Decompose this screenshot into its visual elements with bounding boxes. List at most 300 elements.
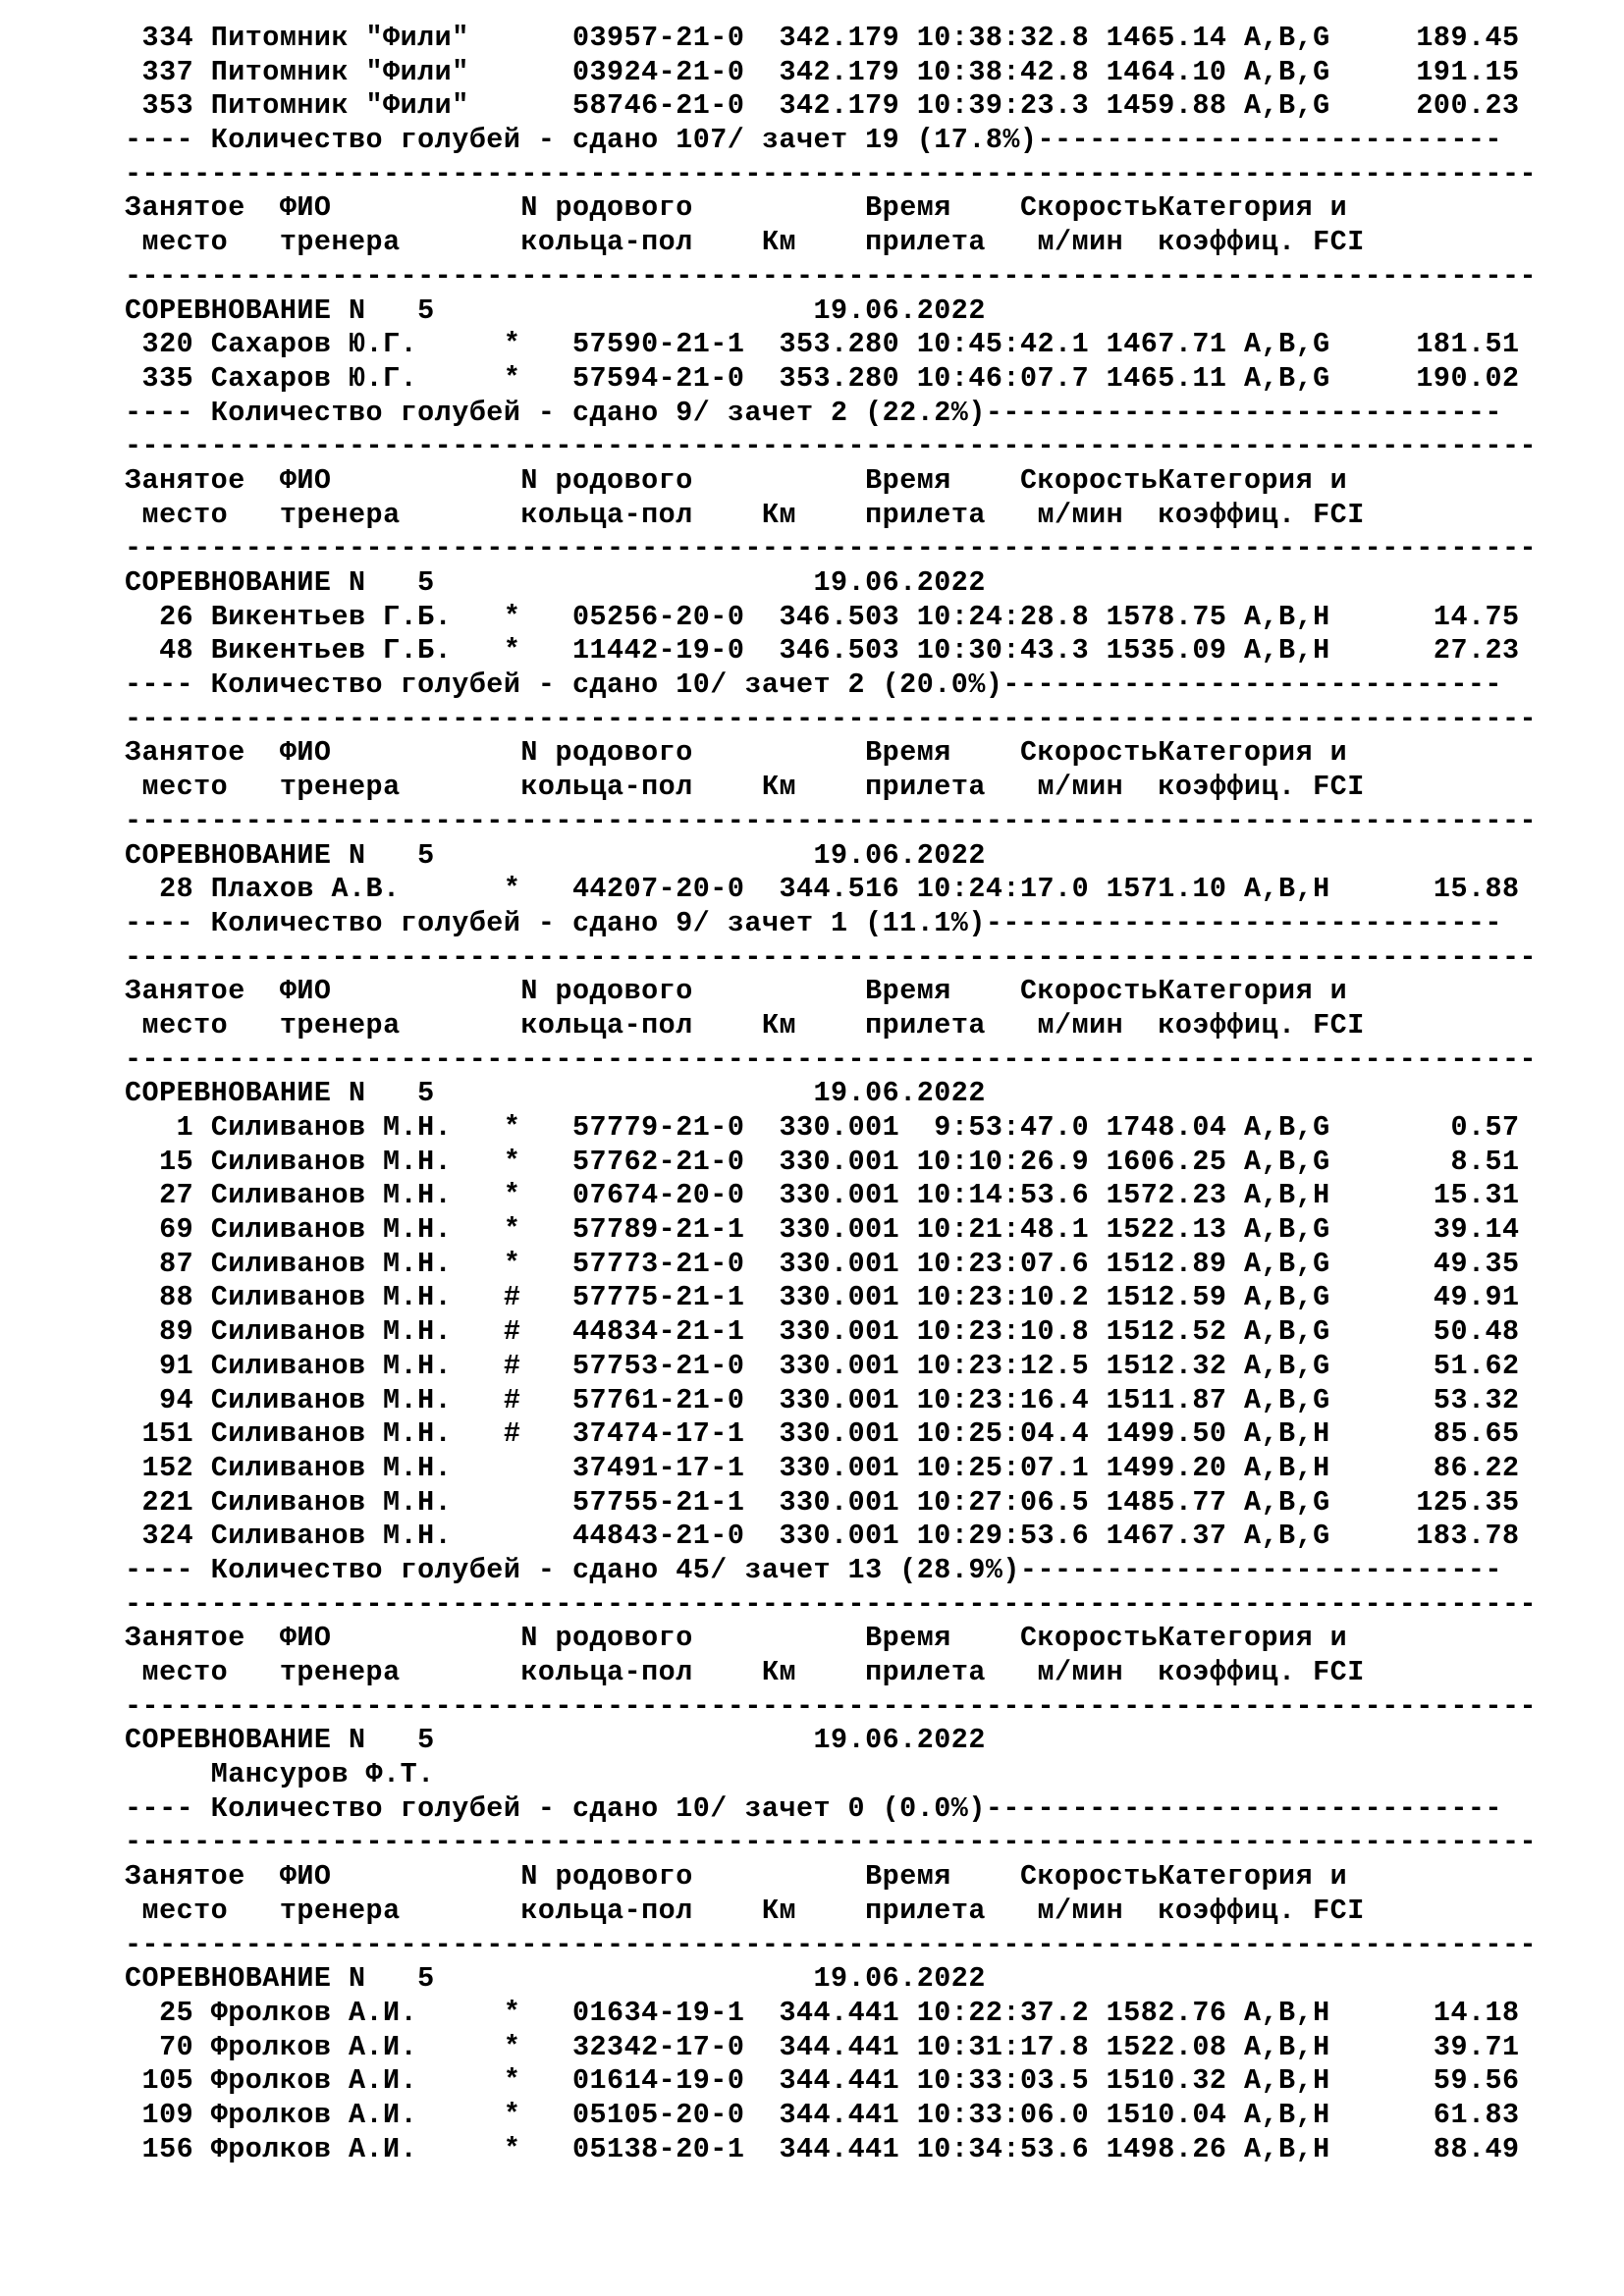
header-name-2: тренера — [279, 1008, 521, 1041]
header-ring: N родового — [520, 463, 866, 497]
coefficient: 8.51 — [1347, 1145, 1520, 1178]
ring-number: 57755-21-1 — [571, 1485, 780, 1519]
speed: 1571.10 — [1106, 873, 1244, 906]
header-place: Занятое — [125, 975, 280, 1008]
trainer-name: Викентьев Г.Б. — [210, 634, 504, 667]
header-speed: Скорость — [1019, 1860, 1159, 1894]
separator-line — [125, 703, 1597, 737]
trainer-name: Силиванов М.Н. — [210, 1451, 504, 1484]
place: 91 — [125, 1349, 211, 1382]
header-row-2 — [125, 226, 1597, 260]
speed: 1522.13 — [1106, 1213, 1244, 1247]
distance-km: 330.001 — [779, 1111, 917, 1144]
header-ring-2: кольца-пол — [520, 1656, 762, 1688]
summary: ---- Количество голубей - сдано 10/ зачет 2 (20.0%)----------------------------- — [125, 668, 1502, 702]
distance-km: 346.503 — [779, 634, 917, 667]
header-row-1 — [125, 464, 1597, 499]
place: 94 — [125, 1383, 211, 1416]
arrival-time: 10:38:42.8 — [916, 55, 1107, 88]
separator-line — [125, 158, 1597, 192]
ring-number: 57779-21-0 — [571, 1111, 780, 1144]
header-time-2: прилета — [865, 1894, 1038, 1927]
header-category: Категория и — [1158, 191, 1348, 225]
speed: 1511.87 — [1106, 1383, 1244, 1416]
mark: # — [503, 1315, 572, 1349]
arrival-time: 10:23:12.5 — [916, 1349, 1107, 1382]
header-time-2: прилета — [865, 771, 1038, 804]
speed: 1512.32 — [1106, 1349, 1244, 1382]
trainer-name: Фролков А.И. — [210, 2064, 504, 2098]
place: 1 — [125, 1111, 211, 1144]
result-row — [125, 1417, 1597, 1452]
speed: 1512.89 — [1106, 1247, 1244, 1280]
header-place-2: место — [125, 1008, 280, 1041]
place: 320 — [125, 328, 211, 361]
separator: ---------------------------------------------------------------------------------- — [125, 532, 1538, 565]
trainer-name: Питомник "Фили" — [210, 22, 504, 54]
arrival-time: 10:21:48.1 — [916, 1213, 1107, 1247]
competition-number: 5 — [417, 294, 814, 327]
header-category: Категория и — [1158, 736, 1348, 770]
result-row — [125, 1213, 1597, 1248]
place: 15 — [125, 1145, 211, 1178]
coefficient: 86.22 — [1347, 1451, 1520, 1484]
ring-number: 07674-20-0 — [571, 1179, 780, 1212]
mark — [504, 1486, 572, 1519]
arrival-time: 10:23:07.6 — [916, 1247, 1107, 1280]
speed: 1499.20 — [1106, 1451, 1244, 1484]
header-row-1 — [125, 1860, 1597, 1895]
distance-km: 330.001 — [779, 1145, 917, 1178]
result-row — [125, 1520, 1597, 1554]
competition-label: СОРЕВНОВАНИЕ N — [125, 1724, 418, 1757]
mark: * — [503, 634, 572, 667]
competition-number: 5 — [417, 1724, 814, 1757]
category: A,B,H — [1243, 2064, 1348, 2098]
trainer-name: Силиванов М.Н. — [210, 1315, 504, 1349]
result-row — [125, 1384, 1597, 1418]
summary-line — [125, 668, 1597, 703]
ring-number: 37491-17-1 — [571, 1451, 780, 1484]
separator-line — [125, 1826, 1597, 1860]
coefficient: 0.57 — [1347, 1111, 1520, 1144]
category: A,B,H — [1243, 1996, 1348, 2029]
result-row — [125, 1350, 1597, 1384]
competition-number: 5 — [417, 1962, 814, 1996]
header-speed: Скорость — [1019, 736, 1159, 770]
distance-km: 330.001 — [779, 1315, 917, 1349]
result-row — [125, 2099, 1597, 2133]
header-name-2: тренера — [279, 1894, 521, 1927]
header-row-1 — [125, 736, 1597, 771]
header-name-2: тренера — [279, 1656, 521, 1688]
ring-number: 32342-17-0 — [571, 2030, 780, 2063]
distance-km: 330.001 — [779, 1520, 917, 1553]
header-place: Занятое — [125, 1860, 280, 1894]
category: A,B,H — [1243, 2030, 1348, 2063]
competition-label: СОРЕВНОВАНИЕ N — [125, 566, 418, 599]
competition-date: 19.06.2022 — [813, 838, 986, 872]
place: 26 — [125, 600, 211, 633]
mark: * — [503, 1145, 572, 1178]
header-category: Категория и — [1158, 1860, 1348, 1894]
place: 70 — [125, 2030, 211, 2063]
coefficient: 49.35 — [1347, 1247, 1520, 1280]
arrival-time: 10:33:06.0 — [916, 2098, 1107, 2131]
coefficient: 200.23 — [1347, 89, 1520, 123]
result-row — [125, 1315, 1597, 1350]
trainer-name: Силиванов М.Н. — [210, 1213, 504, 1247]
separator-line — [125, 1690, 1597, 1725]
coefficient: 39.71 — [1347, 2030, 1520, 2063]
place: 334 — [125, 22, 211, 54]
separator: ---------------------------------------------------------------------------------- — [125, 157, 1538, 190]
summary-line — [125, 1554, 1597, 1588]
speed: 1498.26 — [1106, 2132, 1244, 2165]
mark — [504, 1520, 572, 1552]
header-place-2: место — [125, 1894, 280, 1927]
category: A,B,G — [1243, 55, 1348, 88]
ring-number: 44207-20-0 — [571, 873, 780, 906]
result-row — [125, 2133, 1597, 2167]
speed: 1465.11 — [1106, 361, 1244, 395]
place: 88 — [125, 1281, 211, 1314]
category: A,B,G — [1243, 1247, 1348, 1280]
place: 151 — [125, 1417, 211, 1451]
header-km: Км — [761, 1656, 866, 1688]
trainer-name: Мансуров Ф.Т. — [210, 1758, 435, 1791]
ring-number: 11442-19-0 — [571, 634, 780, 667]
mark: * — [503, 1247, 572, 1280]
ring-number: 57590-21-1 — [571, 328, 780, 361]
competition-label: СОРЕВНОВАНИЕ N — [125, 1077, 418, 1110]
header-place-2: место — [125, 226, 280, 259]
results-printout — [125, 22, 1597, 2166]
place: 156 — [125, 2132, 211, 2165]
speed: 1522.08 — [1106, 2030, 1244, 2063]
header-speed-2: м/мин — [1037, 1894, 1159, 1927]
speed: 1464.10 — [1106, 55, 1244, 88]
coefficient: 181.51 — [1347, 328, 1520, 361]
mark — [504, 1452, 572, 1484]
mark — [504, 89, 572, 122]
competition-date: 19.06.2022 — [813, 1962, 986, 1996]
arrival-time: 10:23:10.8 — [916, 1315, 1107, 1349]
result-row — [125, 634, 1597, 668]
place: 105 — [125, 2064, 211, 2098]
category: A,B,G — [1243, 1145, 1348, 1178]
header-name: ФИО — [279, 1860, 521, 1894]
distance-km: 353.280 — [779, 361, 917, 395]
separator: ---------------------------------------------------------------------------------- — [125, 1826, 1538, 1859]
trainer-name: Питомник "Фили" — [210, 89, 504, 123]
header-name-2: тренера — [279, 498, 521, 531]
competition-label: СОРЕВНОВАНИЕ N — [125, 1962, 418, 1996]
separator: ---------------------------------------------------------------------------------- — [125, 1587, 1538, 1621]
header-time: Время — [865, 463, 1020, 497]
arrival-time: 10:29:53.6 — [916, 1520, 1107, 1553]
header-time: Время — [865, 1622, 1020, 1655]
coefficient: 14.75 — [1347, 600, 1520, 633]
summary-line — [125, 124, 1597, 158]
header-ring-2: кольца-пол — [520, 1008, 762, 1041]
ring-number: 05138-20-1 — [571, 2132, 780, 2165]
coefficient: 191.15 — [1347, 55, 1520, 88]
summary: ---- Количество голубей - сдано 45/ зачет 13 (28.9%)---------------------------- — [125, 1553, 1502, 1586]
speed: 1512.59 — [1106, 1281, 1244, 1314]
result-row — [125, 1452, 1597, 1486]
arrival-time: 10:24:28.8 — [916, 600, 1107, 633]
competition-line — [125, 839, 1597, 874]
coefficient: 15.31 — [1347, 1179, 1520, 1212]
trainer-name: Фролков А.И. — [210, 2098, 504, 2131]
header-name-2: тренера — [279, 771, 521, 804]
mark: * — [503, 2098, 572, 2131]
mark: * — [503, 2132, 572, 2165]
coefficient: 85.65 — [1347, 1417, 1520, 1451]
trainer-name: Фролков А.И. — [210, 1996, 504, 2029]
summary: ---- Количество голубей - сдано 9/ зачет 1 (11.1%)------------------------------ — [125, 906, 1502, 939]
header-category-2: коэффиц. FCI — [1158, 1656, 1365, 1688]
place: 221 — [125, 1485, 211, 1519]
distance-km: 330.001 — [779, 1247, 917, 1280]
header-ring-2: кольца-пол — [520, 498, 762, 531]
ring-number: 01634-19-1 — [571, 1996, 780, 2029]
result-row — [125, 1997, 1597, 2031]
distance-km: 344.441 — [779, 1996, 917, 2029]
distance-km: 330.001 — [779, 1485, 917, 1519]
header-time-2: прилета — [865, 1656, 1038, 1688]
header-ring-2: кольца-пол — [520, 771, 762, 804]
separator: ---------------------------------------------------------------------------------- — [125, 430, 1538, 463]
competition-date: 19.06.2022 — [813, 294, 986, 327]
category: A,B,H — [1243, 1451, 1348, 1484]
distance-km: 330.001 — [779, 1451, 917, 1484]
competition-number: 5 — [417, 1077, 814, 1110]
speed: 1510.32 — [1106, 2064, 1244, 2098]
coefficient: 27.23 — [1347, 634, 1520, 667]
competition-number: 5 — [417, 566, 814, 599]
distance-km: 342.179 — [779, 55, 917, 88]
distance-km: 342.179 — [779, 22, 917, 54]
category: A,B,G — [1243, 1213, 1348, 1247]
result-row — [125, 22, 1597, 56]
result-row — [125, 2064, 1597, 2099]
header-time-2: прилета — [865, 498, 1038, 531]
coefficient: 51.62 — [1347, 1349, 1520, 1382]
header-speed-2: м/мин — [1037, 226, 1159, 259]
place: 27 — [125, 1179, 211, 1212]
distance-km: 344.441 — [779, 2030, 917, 2063]
speed: 1510.04 — [1106, 2098, 1244, 2131]
category: A,B,G — [1243, 1485, 1348, 1519]
header-category-2: коэффиц. FCI — [1158, 226, 1365, 259]
header-speed-2: м/мин — [1037, 498, 1159, 531]
header-ring: N родового — [520, 1622, 866, 1655]
header-name-2: тренера — [279, 226, 521, 259]
separator-line — [125, 1043, 1597, 1078]
header-km: Км — [761, 1894, 866, 1927]
distance-km: 330.001 — [779, 1417, 917, 1451]
speed: 1572.23 — [1106, 1179, 1244, 1212]
separator: ---------------------------------------------------------------------------------- — [125, 804, 1538, 837]
header-ring-2: кольца-пол — [520, 226, 762, 259]
header-name: ФИО — [279, 975, 521, 1008]
result-row — [125, 89, 1597, 124]
ring-number: 01614-19-0 — [571, 2064, 780, 2098]
separator-line — [125, 1588, 1597, 1623]
header-time: Время — [865, 191, 1020, 225]
place: 48 — [125, 634, 211, 667]
trainer-name: Сахаров Ю.Г. — [210, 361, 504, 395]
competition-date: 19.06.2022 — [813, 566, 986, 599]
mark: * — [503, 328, 572, 361]
result-row — [125, 2031, 1597, 2065]
header-time-2: прилета — [865, 226, 1038, 259]
speed: 1748.04 — [1106, 1111, 1244, 1144]
header-place: Занятое — [125, 463, 280, 497]
separator-line — [125, 532, 1597, 566]
trainer-name: Фролков А.И. — [210, 2030, 504, 2063]
competition-label: СОРЕВНОВАНИЕ N — [125, 838, 418, 872]
place: 28 — [125, 873, 211, 906]
header-category-2: коэффиц. FCI — [1158, 1894, 1365, 1927]
trainer-name: Силиванов М.Н. — [210, 1247, 504, 1280]
header-speed-2: м/мин — [1037, 1656, 1159, 1688]
header-category: Категория и — [1158, 975, 1348, 1008]
ring-number: 57761-21-0 — [571, 1383, 780, 1416]
arrival-time: 10:25:07.1 — [916, 1451, 1107, 1484]
summary-line — [125, 397, 1597, 431]
summary-line — [125, 907, 1597, 941]
header-category: Категория и — [1158, 463, 1348, 497]
ring-number: 58746-21-0 — [571, 89, 780, 123]
trainer-name: Силиванов М.Н. — [210, 1179, 504, 1212]
result-row — [125, 328, 1597, 362]
speed: 1499.50 — [1106, 1417, 1244, 1451]
trainer-name: Фролков А.И. — [210, 2132, 504, 2165]
coefficient: 190.02 — [1347, 361, 1520, 395]
arrival-time: 10:30:43.3 — [916, 634, 1107, 667]
header-category: Категория и — [1158, 1622, 1348, 1655]
distance-km: 344.516 — [779, 873, 917, 906]
category: A,B,H — [1243, 873, 1348, 906]
header-row-1 — [125, 191, 1597, 226]
header-km: Км — [761, 771, 866, 804]
category: A,B,G — [1243, 1315, 1348, 1349]
category: A,B,G — [1243, 1281, 1348, 1314]
mark: * — [503, 600, 572, 633]
place: 69 — [125, 1213, 211, 1247]
category: A,B,H — [1243, 600, 1348, 633]
result-row — [125, 873, 1597, 907]
mark: # — [503, 1383, 572, 1416]
header-km: Км — [761, 1008, 866, 1041]
place: 152 — [125, 1451, 211, 1484]
arrival-time: 10:27:06.5 — [916, 1485, 1107, 1519]
header-row-1 — [125, 975, 1597, 1009]
ring-number: 57773-21-0 — [571, 1247, 780, 1280]
category: A,B,H — [1243, 1179, 1348, 1212]
ring-number: 57753-21-0 — [571, 1349, 780, 1382]
arrival-time: 10:25:04.4 — [916, 1417, 1107, 1451]
trainer-name: Питомник "Фили" — [210, 55, 504, 88]
header-place-2: место — [125, 498, 280, 531]
competition-line — [125, 1962, 1597, 1997]
mark: * — [503, 1996, 572, 2029]
header-name: ФИО — [279, 463, 521, 497]
arrival-time: 10:33:03.5 — [916, 2064, 1107, 2098]
competition-line — [125, 566, 1597, 601]
header-name: ФИО — [279, 191, 521, 225]
trainer-name: Викентьев Г.Б. — [210, 600, 504, 633]
header-km: Км — [761, 498, 866, 531]
result-row — [125, 601, 1597, 635]
speed: 1535.09 — [1106, 634, 1244, 667]
speed: 1459.88 — [1106, 89, 1244, 123]
mark — [504, 22, 572, 54]
speed: 1582.76 — [1106, 1996, 1244, 2029]
coefficient: 15.88 — [1347, 873, 1520, 906]
header-ring: N родового — [520, 736, 866, 770]
arrival-time: 10:14:53.6 — [916, 1179, 1107, 1212]
trainer-name: Силиванов М.Н. — [210, 1111, 504, 1144]
separator: ---------------------------------------------------------------------------------- — [125, 940, 1538, 974]
speed: 1467.71 — [1106, 328, 1244, 361]
mark: # — [503, 1417, 572, 1451]
header-place-2: место — [125, 1656, 280, 1688]
separator-line — [125, 941, 1597, 976]
summary: ---- Количество голубей - сдано 9/ зачет 2 (22.2%)------------------------------ — [125, 396, 1502, 429]
mark: # — [503, 1281, 572, 1314]
distance-km: 330.001 — [779, 1281, 917, 1314]
separator-line — [125, 430, 1597, 464]
summary-line — [125, 1792, 1597, 1827]
trainer-name: Силиванов М.Н. — [210, 1281, 504, 1314]
speed: 1578.75 — [1106, 600, 1244, 633]
arrival-time: 10:22:37.2 — [916, 1996, 1107, 2029]
arrival-time: 9:53:47.0 — [916, 1111, 1107, 1144]
mark: * — [503, 2064, 572, 2098]
arrival-time: 10:38:32.8 — [916, 22, 1107, 54]
category: A,B,G — [1243, 328, 1348, 361]
header-speed-2: м/мин — [1037, 771, 1159, 804]
category: A,B,H — [1243, 2132, 1348, 2165]
distance-km: 344.441 — [779, 2132, 917, 2165]
header-ring: N родового — [520, 1860, 866, 1894]
competition-label: СОРЕВНОВАНИЕ N — [125, 294, 418, 327]
arrival-time: 10:34:53.6 — [916, 2132, 1107, 2165]
header-speed: Скорость — [1019, 463, 1159, 497]
header-time-2: прилета — [865, 1008, 1038, 1041]
competition-line — [125, 1077, 1597, 1111]
header-row-2 — [125, 771, 1597, 805]
header-row-2 — [125, 1895, 1597, 1929]
speed: 1512.52 — [1106, 1315, 1244, 1349]
header-ring-2: кольца-пол — [520, 1894, 762, 1927]
category: A,B,G — [1243, 1383, 1348, 1416]
header-speed: Скорость — [1019, 975, 1159, 1008]
ring-number: 44834-21-1 — [571, 1315, 780, 1349]
header-category-2: коэффиц. FCI — [1158, 1008, 1365, 1041]
result-row — [125, 1146, 1597, 1180]
competition-line — [125, 1724, 1597, 1758]
place: 109 — [125, 2098, 211, 2131]
place: 25 — [125, 1996, 211, 2029]
header-ring: N родового — [520, 975, 866, 1008]
coefficient: 61.83 — [1347, 2098, 1520, 2131]
arrival-time: 10:46:07.7 — [916, 361, 1107, 395]
